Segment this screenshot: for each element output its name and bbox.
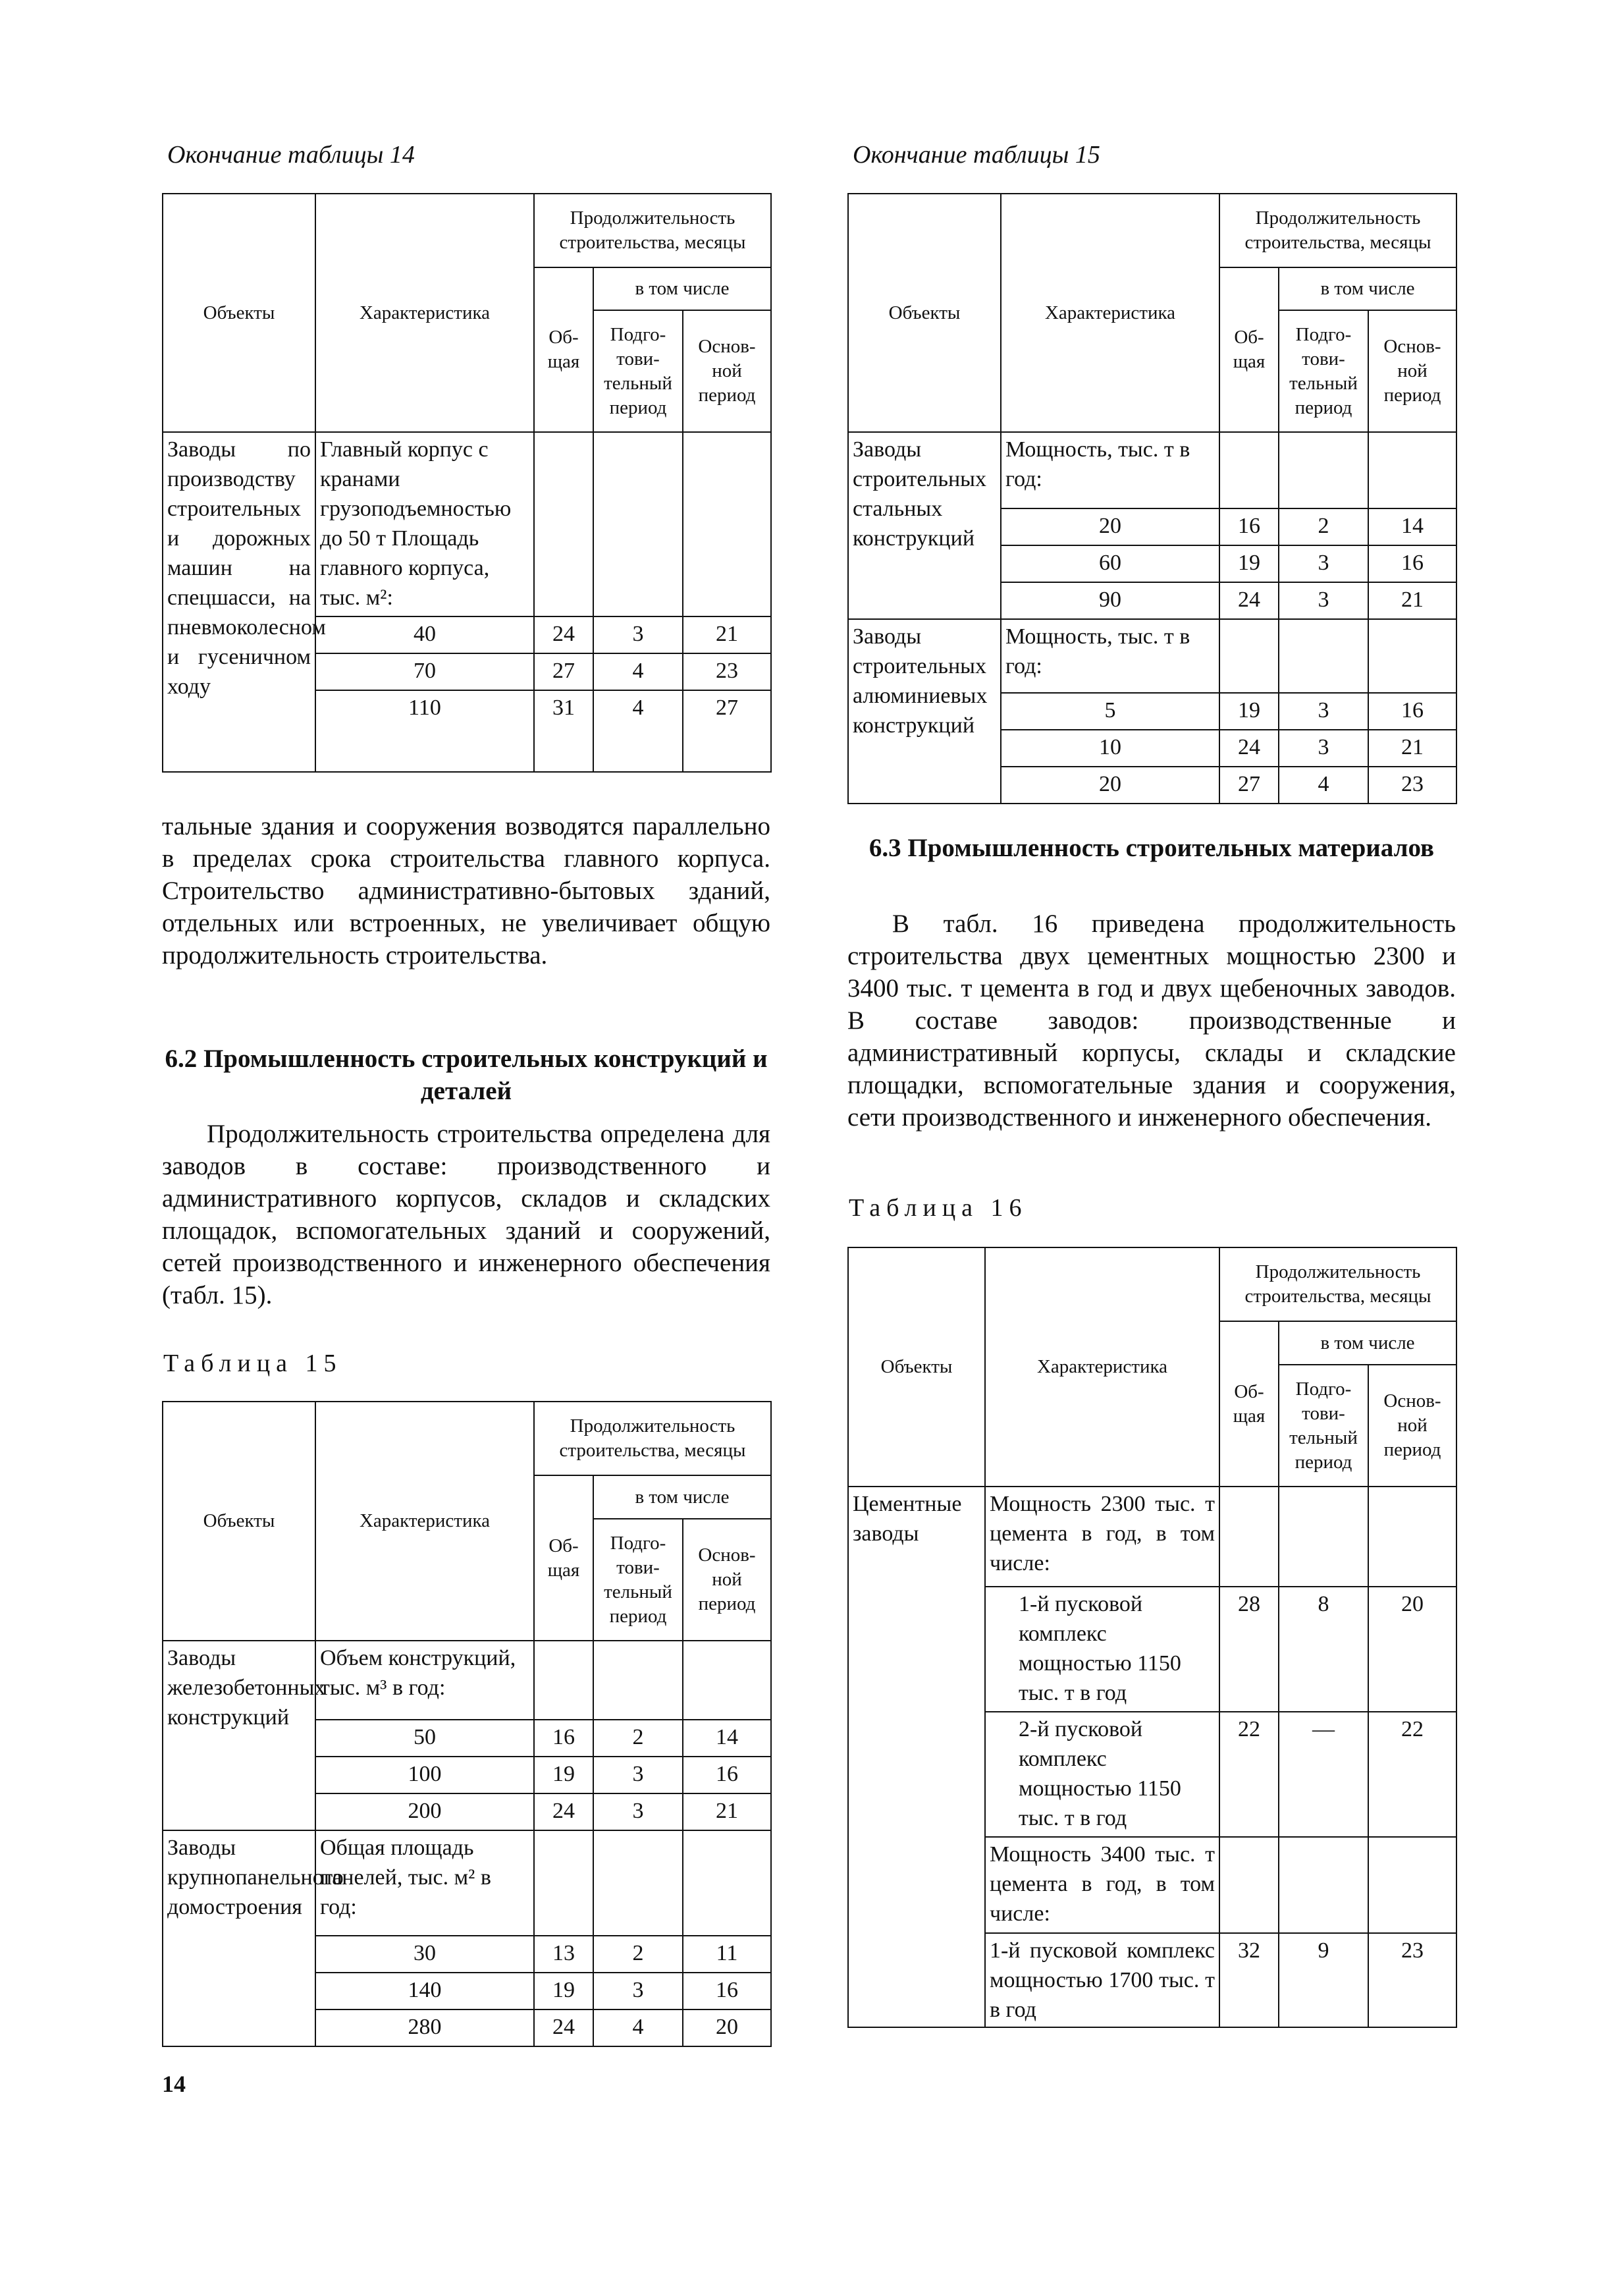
preparatory-value: 4 [593,653,683,690]
header-characteristic: Характеристика [1001,194,1219,432]
header-duration: Продолжительность строительства, месяцы [534,1402,771,1475]
characteristic-value: 200 [315,1793,534,1830]
empty-cell [683,432,771,616]
characteristic-value: 30 [315,1936,534,1973]
characteristic-intro: Мощность, тыс. т в год: [1001,619,1219,693]
preparatory-value: 2 [1279,508,1368,545]
main-value: 16 [683,1973,771,2009]
characteristic-value: 5 [1001,693,1219,730]
preparatory-value: 3 [1279,693,1368,730]
header-including: в том числе [593,1475,771,1519]
total-value: 24 [534,1793,593,1830]
characteristic-intro: Мощность, тыс. т в год: [1001,432,1219,508]
header-including: в том числе [1279,267,1456,310]
header-main: Основ-ной период [1368,1365,1456,1487]
preparatory-value: 4 [1279,767,1368,804]
total-value: 27 [534,653,593,690]
preparatory-value: 3 [593,1793,683,1830]
table-15-continuation-caption: Окончание таблицы 15 [853,141,1100,169]
total-value: 32 [1219,1933,1279,2027]
main-value: 21 [683,1793,771,1830]
object-cell: Заводы железобетонных конструкций [163,1641,315,1830]
characteristic-value: 10 [1001,730,1219,767]
table-16-label: Таблица 16 [849,1194,1028,1222]
empty-cell [1368,1837,1456,1933]
characteristic-value: 50 [315,1720,534,1757]
main-value: 20 [1368,1587,1456,1712]
empty-cell [1219,432,1279,508]
main-value: 22 [1368,1712,1456,1837]
table-15-end [847,193,1457,804]
object-cell: Заводы крупнопанельного домостроения [163,1830,315,2046]
header-main: Основ-ной период [1368,310,1456,432]
empty-cell [1368,619,1456,693]
preparatory-value: 3 [593,1757,683,1793]
total-value: 31 [534,690,593,772]
total-value: 19 [1219,545,1279,582]
main-value: 23 [683,653,771,690]
table-16 [847,1247,1457,2028]
total-value: 13 [534,1936,593,1973]
total-value: 24 [534,616,593,653]
header-preparatory: Подго-тови-тельный период [1279,310,1368,432]
preparatory-value: 4 [593,2009,683,2046]
empty-cell [683,1830,771,1936]
paragraph-continuation: тальные здания и сооружения возводятся параллельно в пределах срока строительства главного корпуса. Строительство административно-бытовых зданий, отдельных или встроенных, не увеличивает общую продолжительность строительства. [162,812,770,970]
preparatory-value: 2 [593,1720,683,1757]
header-duration: Продолжительность строительства, месяцы [1219,194,1456,267]
characteristic-value: 90 [1001,582,1219,619]
table-15 [162,1401,772,2047]
section-heading-6-3: 6.3 Промышленность строительных материалов [868,834,1435,862]
header-total: Об-щая [1219,267,1279,432]
total-value: 16 [1219,508,1279,545]
characteristic-value: 110 [315,690,534,772]
characteristic-value: 60 [1001,545,1219,582]
main-value: 16 [683,1757,771,1793]
header-duration: Продолжительность строительства, месяцы [1219,1247,1456,1321]
empty-cell [683,1641,771,1720]
preparatory-value: 3 [593,616,683,653]
empty-cell [1219,619,1279,693]
header-duration: Продолжительность строительства, месяцы [534,194,771,267]
total-value: 27 [1219,767,1279,804]
empty-cell [1368,432,1456,508]
empty-cell [1279,432,1368,508]
characteristic-intro: Главный корпус с кранами грузоподъемностью до 50 т Площадь главного корпуса, тыс. м²: [315,432,534,616]
empty-cell [1368,1487,1456,1587]
main-value: 20 [683,2009,771,2046]
header-characteristic: Характеристика [985,1247,1219,1487]
main-value: 14 [1368,508,1456,545]
table-15-label: Таблица 15 [163,1350,342,1377]
characteristic-value: 140 [315,1973,534,2009]
table-14 [162,193,772,773]
total-value: 24 [1219,730,1279,767]
characteristic-value: 1-й пусковой комплекс мощностью 1150 тыс. т в год [985,1587,1219,1712]
empty-cell [534,1641,593,1720]
characteristic-value: 2-й пусковой комплекс мощностью 1150 тыс. т в год [985,1712,1219,1837]
main-value: 16 [1368,545,1456,582]
object-cell: Заводы по производству строительных и дорожных машин на спецшасси, на пневмоколесном и гусеничном ходу [163,432,315,772]
total-value: 19 [534,1973,593,2009]
empty-cell [1279,619,1368,693]
empty-cell [593,432,683,616]
characteristic-intro: Объем конструкций, тыс. м³ в год: [315,1641,534,1720]
header-total: Об-щая [534,267,593,432]
total-value: 19 [1219,693,1279,730]
header-characteristic: Характеристика [315,194,534,432]
main-value: 21 [1368,582,1456,619]
main-value: 16 [1368,693,1456,730]
characteristic-value: 70 [315,653,534,690]
header-main: Основ-ной период [683,310,771,432]
characteristic-caption: Мощность 3400 тыс. т цемента в год, в том числе: [985,1837,1219,1933]
empty-cell [1279,1487,1368,1587]
total-value: 24 [1219,582,1279,619]
characteristic-value: 20 [1001,508,1219,545]
header-total: Об-щая [534,1475,593,1641]
preparatory-value: 2 [593,1936,683,1973]
empty-cell [593,1641,683,1720]
main-value: 21 [1368,730,1456,767]
header-objects: Объекты [848,1247,985,1487]
main-value: 14 [683,1720,771,1757]
header-objects: Объекты [163,1402,315,1641]
empty-cell [534,1830,593,1936]
empty-cell [534,432,593,616]
header-preparatory: Подго-тови-тельный период [593,1519,683,1641]
preparatory-value: 9 [1279,1933,1368,2027]
empty-cell [1219,1837,1279,1933]
preparatory-value: 8 [1279,1587,1368,1712]
total-value: 22 [1219,1712,1279,1837]
header-including: в том числе [1279,1321,1456,1365]
characteristic-value: 40 [315,616,534,653]
paragraph-6-2: Продолжительность строительства определена для заводов в составе: производственного и административного корпусов, складов и складских площадок, вспомогательных зданий и сооружений, сетей производственного и инженерного обеспечения (табл. 15). [162,1120,770,1309]
main-value: 11 [683,1936,771,1973]
main-value: 23 [1368,1933,1456,2027]
characteristic-intro: Общая площадь панелей, тыс. м² в год: [315,1830,534,1936]
table-14-continuation-caption: Окончание таблицы 14 [167,141,415,169]
main-value: 23 [1368,767,1456,804]
section-heading-6-2: 6.2 Промышленность строительных конструкций и деталей [165,1045,768,1105]
preparatory-value: 3 [593,1973,683,2009]
header-total: Об-щая [1219,1321,1279,1487]
total-value: 24 [534,2009,593,2046]
object-cell: Заводы строительных стальных конструкций [848,432,1001,619]
main-value: 21 [683,616,771,653]
characteristic-value: 20 [1001,767,1219,804]
characteristic-value: 1-й пусковой комплекс мощностью 1700 тыс. т в год [985,1933,1219,2027]
total-value: 19 [534,1757,593,1793]
total-value: 16 [534,1720,593,1757]
page-number: 14 [162,2071,186,2097]
object-cell: Заводы строительных алюминиевых конструкций [848,619,1001,804]
empty-cell [1219,1487,1279,1587]
header-objects: Объекты [848,194,1001,432]
characteristic-value: 100 [315,1757,534,1793]
empty-cell [1279,1837,1368,1933]
header-objects: Объекты [163,194,315,432]
preparatory-value: 3 [1279,730,1368,767]
header-main: Основ-ной период [683,1519,771,1641]
characteristic-caption: Мощность 2300 тыс. т цемента в год, в том числе: [985,1487,1219,1587]
empty-cell [593,1830,683,1936]
object-cell: Цементные заводы [848,1487,985,2027]
header-including: в том числе [593,267,771,310]
preparatory-value: 3 [1279,545,1368,582]
characteristic-value: 280 [315,2009,534,2046]
main-value: 27 [683,690,771,772]
preparatory-value: — [1279,1712,1368,1837]
header-characteristic: Характеристика [315,1402,534,1641]
header-preparatory: Подго-тови-тельный период [593,310,683,432]
paragraph-6-3: В табл. 16 приведена продолжительность строительства двух цементных мощностью 2300 и 3400 тыс. т цемента в год и двух щебеночных заводов. В составе заводов: производственные и административный корпусы, склады и складские площадки, вспомогательные здания и сооружения, сети производственного и инженерного обеспечения. [847,910,1456,1132]
preparatory-value: 3 [1279,582,1368,619]
total-value: 28 [1219,1587,1279,1712]
preparatory-value: 4 [593,690,683,772]
header-preparatory: Подго-тови-тельный период [1279,1365,1368,1487]
